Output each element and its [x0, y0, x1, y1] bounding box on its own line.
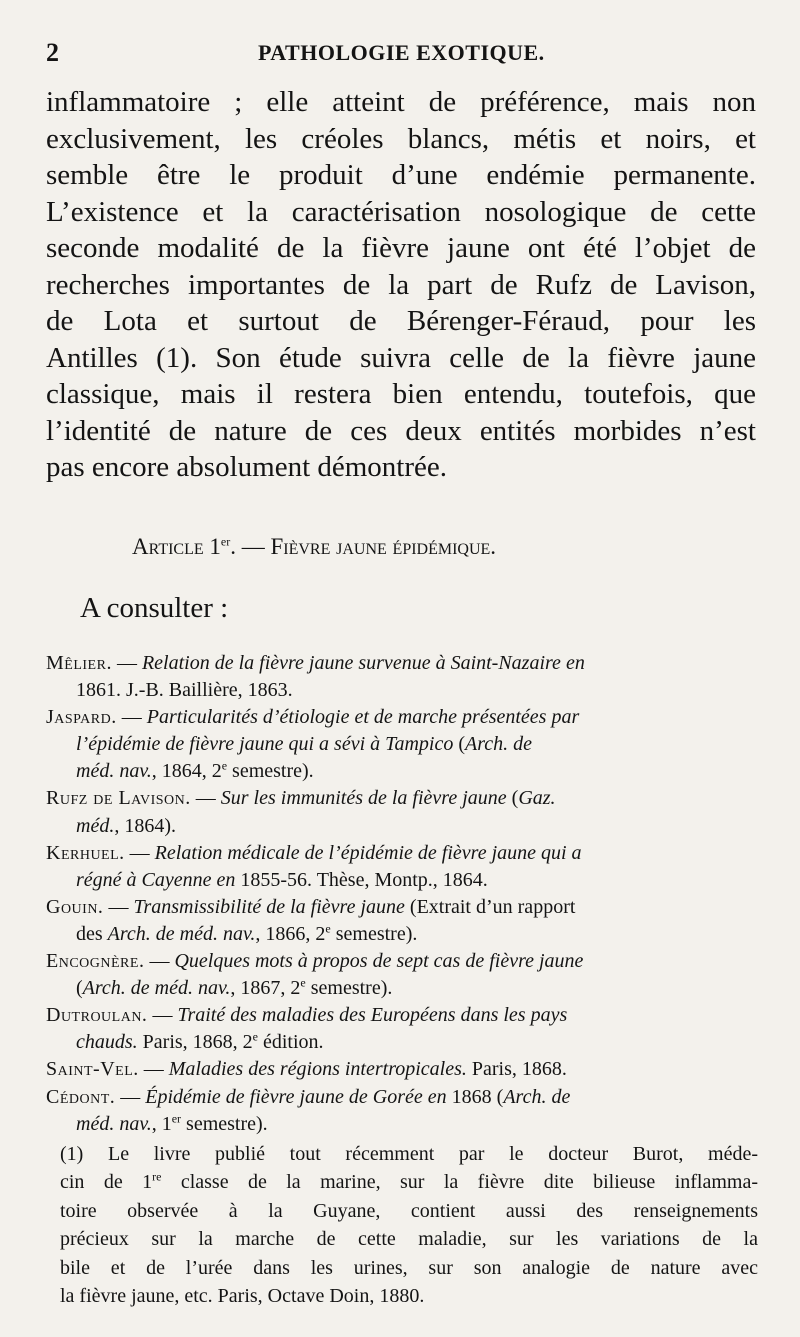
- reference-line: [46, 813, 758, 840]
- body-paragraph: [46, 84, 756, 486]
- reference-author: Kerhuel.: [46, 841, 125, 864]
- text-run: Gaz.: [518, 787, 556, 810]
- text-run: , 1864).: [114, 814, 176, 837]
- text-run: 1861. J.-B. Baillière, 1863.: [76, 679, 293, 702]
- text-run: Paris, 1868.: [466, 1058, 567, 1081]
- body-line: inflammatoire ; elle atteint de préférence, mais non: [46, 86, 756, 118]
- reference-author: Jaspard.: [46, 706, 117, 729]
- text-run: , 1: [151, 1112, 172, 1135]
- text-run: précieux sur la marche de cette maladie, sur les variations de la: [60, 1228, 758, 1251]
- text-run: Transmissibilité de la fièvre jaune: [133, 895, 405, 918]
- reference-entry: [46, 1084, 758, 1138]
- text-run: l’épidémie de fièvre jaune qui a sévi à Tampico: [76, 733, 454, 756]
- reference-line: [46, 921, 758, 948]
- reference-author: Rufz de Lavison.: [46, 787, 191, 810]
- text-run: bile et de l’urée dans les urines, sur son analogie de nature avec: [60, 1256, 758, 1279]
- article-number: [209, 534, 230, 559]
- reference-entry: [46, 1056, 758, 1083]
- article-title: Fièvre jaune épidémique.: [270, 534, 497, 559]
- text-run: Relation de la fièvre jaune survenue à Saint-Nazaire en: [141, 652, 585, 674]
- text-run: (1) Le livre publié tout récemment par le docteur Burot, méde-: [60, 1143, 758, 1165]
- text-run: la fièvre jaune, etc. Paris, Octave Doin, 1880.: [60, 1285, 425, 1308]
- superscript: e: [300, 975, 306, 990]
- text-run: 1868 (: [446, 1085, 504, 1108]
- article-label: Article: [132, 534, 204, 559]
- reference-author: Cédont.: [46, 1085, 116, 1108]
- reference-line: [46, 867, 758, 894]
- footnote: [60, 1140, 758, 1310]
- reference-line: [46, 758, 758, 785]
- superscript: e: [325, 921, 331, 936]
- text-run: méd. nav.: [76, 760, 152, 783]
- article-separator: . —: [230, 534, 271, 559]
- reference-entry: [46, 1002, 758, 1056]
- text-run: des: [76, 922, 108, 945]
- footnote-line: [60, 1282, 758, 1310]
- reference-line: [46, 894, 758, 921]
- a-consulter-heading: A consulter :: [80, 592, 229, 624]
- reference-line: [46, 1084, 758, 1111]
- text-run: toire observée à la Guyane, contient aussi des renseignements: [60, 1199, 758, 1222]
- reference-author: Mêlier.: [46, 652, 112, 674]
- body-line: de Lota et surtout de Bérenger-Féraud, pour les: [46, 305, 756, 337]
- text-run: (: [76, 977, 83, 1000]
- reference-entry: [46, 650, 758, 704]
- text-run: (: [506, 787, 519, 810]
- body-line: exclusivement, les créoles blancs, métis et noirs, et: [46, 122, 756, 155]
- reference-line: [46, 948, 758, 975]
- body-line: seconde modalité de la fièvre jaune ont été l’objet de: [46, 232, 756, 264]
- footnote-line: [60, 1168, 758, 1196]
- text-run: semestre).: [181, 1112, 268, 1135]
- text-run: Arch. de: [503, 1085, 571, 1108]
- text-run: régné à Cayenne en: [76, 868, 236, 891]
- text-run: méd.: [76, 814, 115, 837]
- reference-line: [46, 650, 758, 677]
- text-run: édition.: [258, 1031, 324, 1054]
- text-run: —: [144, 950, 175, 973]
- superscript: e: [221, 758, 228, 773]
- text-run: —: [147, 1004, 178, 1027]
- footnote-line: [60, 1197, 758, 1225]
- body-line: l’identité de nature de ces deux entités morbides n’est: [46, 414, 756, 447]
- reference-line: [46, 840, 758, 867]
- text-run: méd. nav.: [76, 1112, 152, 1135]
- text-run: Paris, 1868, 2: [137, 1031, 253, 1054]
- reference-entry: [46, 704, 758, 785]
- reference-author: Encognère.: [46, 950, 145, 973]
- superscript: e: [252, 1029, 258, 1044]
- reference-entry: [46, 785, 758, 839]
- text-run: semestre).: [330, 922, 418, 945]
- text-run: —: [138, 1058, 169, 1081]
- footnote-line: [60, 1225, 758, 1253]
- reference-line: [46, 785, 758, 812]
- text-run: 1855-56. Thèse, Montp., 1864.: [235, 868, 488, 891]
- body-line: semble être le produit d’une endémie permanente.: [46, 159, 756, 191]
- text-run: (Extrait d’un rapport: [404, 895, 576, 918]
- reference-line: [46, 704, 758, 731]
- text-run: Arch. de méd. nav.: [107, 922, 256, 945]
- superscript: er: [171, 1110, 182, 1125]
- reference-line: [46, 1111, 758, 1138]
- text-run: chauds.: [76, 1031, 138, 1054]
- text-run: —: [103, 895, 134, 918]
- text-run: —: [115, 1085, 146, 1108]
- body-line: pas encore absolument démontrée.: [46, 451, 448, 483]
- text-run: Arch. de: [465, 733, 533, 756]
- reference-author: Dutroulan.: [46, 1004, 148, 1027]
- body-line: L’existence et la caractérisation nosologique de cette: [46, 195, 756, 228]
- reference-line: [46, 975, 758, 1002]
- body-line: recherches importantes de la part de Rufz de Lavison,: [46, 268, 756, 301]
- footnote-line: [60, 1140, 758, 1168]
- reference-entry: [46, 894, 758, 948]
- text-run: Particularités d’étiologie et de marche présentées par: [146, 706, 580, 729]
- running-title: PATHOLOGIE EXOTIQUE.: [258, 40, 545, 65]
- text-run: Quelques mots à propos de sept cas de fièvre jaune: [174, 950, 584, 973]
- text-run: , 1866, 2: [255, 922, 326, 945]
- reference-line: [46, 731, 758, 758]
- text-run: Épidémie de fièvre jaune de Gorée en: [145, 1085, 447, 1108]
- text-run: Traité des maladies des Européens dans les pays: [177, 1004, 568, 1027]
- text-run: —: [116, 706, 147, 729]
- running-head: [46, 38, 746, 72]
- reference-list: [46, 650, 758, 1138]
- text-run: semestre).: [227, 760, 314, 783]
- article-number-sup: er: [220, 534, 231, 549]
- text-run: —: [190, 787, 221, 810]
- superscript: re: [152, 1169, 162, 1184]
- text-run: semestre).: [305, 977, 393, 1000]
- reference-line: [46, 1002, 758, 1029]
- reference-line: [46, 1029, 758, 1056]
- text-run: —: [111, 652, 142, 674]
- body-line: Antilles (1). Son étude suivra celle de la fièvre jaune: [46, 341, 756, 374]
- reference-author: Gouin.: [46, 895, 104, 918]
- article-heading: [132, 534, 496, 560]
- footnote-line: [60, 1254, 758, 1282]
- reference-line: [46, 1056, 758, 1083]
- text-run: , 1864, 2: [151, 760, 222, 783]
- reference-author: Saint-Vel.: [46, 1058, 139, 1081]
- body-line: classique, mais il restera bien entendu, toutefois, que: [46, 378, 756, 410]
- text-run: Relation médicale de l’épidémie de fièvre jaune qui a: [154, 841, 582, 864]
- text-run: cin de 1: [60, 1171, 153, 1194]
- text-run: , 1867, 2: [230, 977, 301, 1000]
- page-number: 2: [46, 38, 59, 67]
- text-run: Maladies des régions intertropicales.: [168, 1058, 467, 1081]
- reference-entry: [46, 840, 758, 894]
- text-run: (: [453, 733, 465, 756]
- article-number-value: 1: [209, 534, 221, 559]
- text-run: —: [124, 841, 155, 864]
- text-run: classe de la marine, sur la fièvre dite bilieuse inflamma-: [161, 1171, 758, 1194]
- text-run: Sur les immunités de la fièvre jaune: [220, 787, 507, 810]
- text-run: Arch. de méd. nav.: [82, 977, 231, 1000]
- reference-entry: [46, 948, 758, 1002]
- reference-line: [46, 677, 758, 704]
